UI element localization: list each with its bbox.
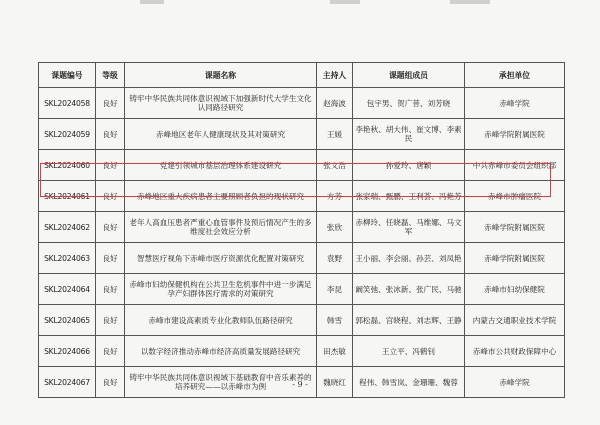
cell-host: 赵海波 [317,88,353,119]
cell-name: 赤峰地区重大疾病患者主要照顾者负担的现状研究 [125,181,317,212]
header-name: 课题名称 [125,63,317,88]
scan-edge-marks [0,0,600,8]
cell-grade: 良好 [96,274,125,305]
cell-members: 包宇男、贺广菩、刘芳晓 [353,88,465,119]
cell-unit: 内蒙古交通职业技术学院 [465,305,565,336]
cell-name: 老年人高血压患者严重心血管事件及预后情况产生的多维度社会效应分析 [125,212,317,243]
table-row [39,305,565,336]
cell-unit: 赤峰学院附属医院 [465,243,565,274]
cell-name: 党建引领城市基层治理体系建设研究 [125,150,317,181]
table-row [39,150,565,181]
cell-code: SKL2024062 [39,212,96,243]
cell-code: SKL2024063 [39,243,96,274]
cell-host: 方芳 [317,181,353,212]
header-code: 课题编号 [39,63,96,88]
cell-name: 赤峰市建设高素质专业化教师队伍路径研究 [125,305,317,336]
cell-host: 韩雪 [317,305,353,336]
cell-name: 铸牢中华民族共同体意识视域下基础教育中音乐素养的培养研究——以赤峰市为例 [125,367,317,398]
cell-members: 王立平、冯鹤钊 [353,336,465,367]
cell-members: 程伟、韩雪岚、金珊珊、魏蓉 [353,367,465,398]
cell-host: 张文浩 [317,150,353,181]
header-grade: 等级 [96,63,125,88]
table-header-row [39,63,565,88]
cell-grade: 良好 [96,119,125,150]
cell-unit: 赤峰学院附属医院 [465,119,565,150]
cell-code: SKL2024061 [39,181,96,212]
cell-members: 张家瑞、甄鹏、王利荟、冯艳芳 [353,181,465,212]
cell-unit: 中共赤峰市委员会组织部 [465,150,565,181]
cell-grade: 良好 [96,88,125,119]
cell-name: 赤峰地区老年人健康现状及其对策研究 [125,119,317,150]
cell-name: 以数字经济推动赤峰市经济高质量发展路径研究 [125,336,317,367]
cell-code: SKL2024060 [39,150,96,181]
header-host: 主持人 [317,63,353,88]
cell-grade: 良好 [96,305,125,336]
table-row [39,88,565,119]
cell-unit: 赤峰学院 [465,367,565,398]
scan-mark [140,0,164,4]
cell-grade: 良好 [96,181,125,212]
cell-name: 赤峰市妇幼保健机构在公共卫生危机事件中进一步满足孕产妇群体医疗需求的对策研究 [125,274,317,305]
page-number: - 9 - [292,380,308,389]
cell-host: 张欣 [317,212,353,243]
scan-mark [330,0,360,4]
scan-mark [450,0,490,4]
cell-host: 王媛 [317,119,353,150]
cell-unit: 赤峰市公共财政保障中心 [465,336,565,367]
cell-grade: 良好 [96,150,125,181]
cell-code: SKL2024064 [39,274,96,305]
header-unit: 承担单位 [465,63,565,88]
cell-name: 铸牢中华民族共同体意识视域下加强新时代大学生文化认同路径研究 [125,88,317,119]
cell-code: SKL2024058 [39,88,96,119]
cell-code: SKL2024065 [39,305,96,336]
table-row [39,274,565,305]
project-table [38,62,565,398]
cell-code: SKL2024059 [39,119,96,150]
cell-grade: 良好 [96,336,125,367]
cell-members: 孙爱玲、唐颖 [353,150,465,181]
table-row [39,119,565,150]
cell-unit: 赤峰学院附属医院 [465,212,565,243]
table-row [39,336,565,367]
cell-grade: 良好 [96,367,125,398]
cell-code: SKL2024067 [39,367,96,398]
cell-members: 赤柳玲、任晓磊、马维娜、马文军 [353,212,465,243]
cell-members: 阚笑弛、张冰新、张广民、马驰 [353,274,465,305]
table-row-highlighted [39,181,565,212]
cell-code: SKL2024066 [39,336,96,367]
cell-members: 王小丽、李会丽、孙芸、刘凤艳 [353,243,465,274]
table-row [39,212,565,243]
cell-members: 郭松磊、宫晓程、刘志辉、王静 [353,305,465,336]
cell-unit: 赤峰市妇幼保健院 [465,274,565,305]
cell-members: 李艳秋、胡大伟、崔文博、李素民 [353,119,465,150]
cell-host: 袁野 [317,243,353,274]
cell-host: 田杰敏 [317,336,353,367]
cell-grade: 良好 [96,243,125,274]
cell-name: 智慧医疗视角下赤峰市医疗资源优化配置对策研究 [125,243,317,274]
table-row [39,243,565,274]
cell-grade: 良好 [96,212,125,243]
cell-unit: 赤峰市肿瘤医院 [465,181,565,212]
cell-unit: 赤峰学院 [465,88,565,119]
header-members: 课题组成员 [353,63,465,88]
cell-host: 魏晓红 [317,367,353,398]
cell-host: 李昆 [317,274,353,305]
